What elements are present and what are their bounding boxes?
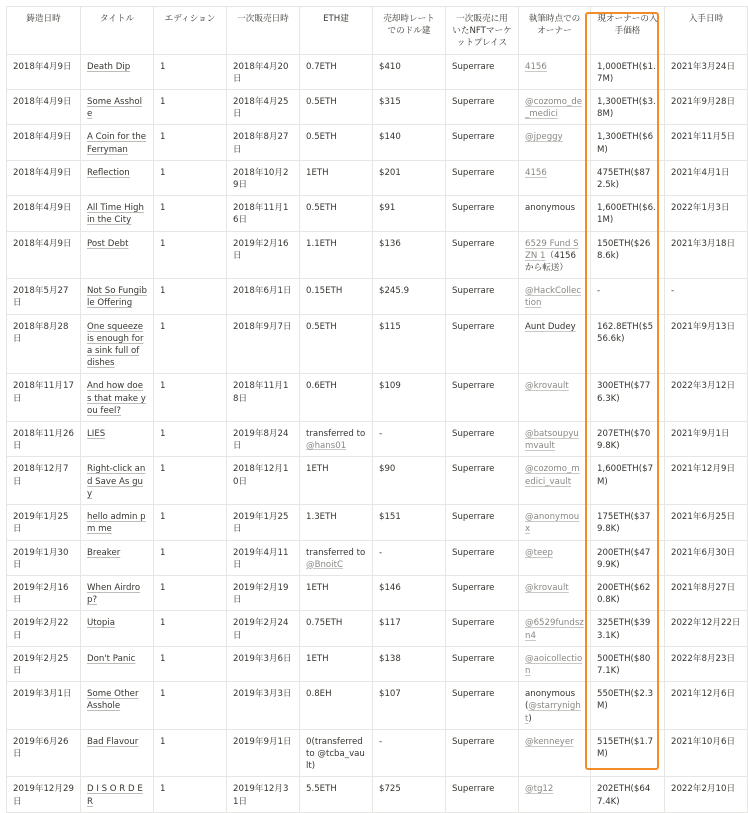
owner-link[interactable]: @anonymoux: [525, 512, 580, 535]
cell-title: [81, 314, 154, 374]
title-link[interactable]: Some Other Asshole: [87, 689, 139, 712]
cell-usd-price: $725: [373, 777, 446, 812]
owner-link[interactable]: @starrynight: [525, 701, 581, 724]
owner-prefix: anonymous(: [525, 689, 576, 712]
eth-value: 0.5ETH: [306, 203, 337, 214]
cell-marketplace: Superrare: [446, 540, 519, 575]
cell-marketplace: Superrare: [446, 611, 519, 646]
table-row: [7, 575, 748, 610]
cell-acquisition-date: 2022年8月23日: [665, 646, 748, 681]
cell-edition: 1: [154, 540, 227, 575]
cell-eth-price: [300, 160, 373, 195]
eth-value: 1ETH: [306, 464, 329, 475]
cell-minted-date: 2019年1月30日: [7, 540, 81, 575]
eth-transfer-text: transferred to: [306, 429, 366, 440]
eth-value: 0.15ETH: [306, 286, 343, 297]
cell-primary-sale-date: 2019年2月19日: [227, 575, 300, 610]
cell-owner-acquisition-price: 1,600ETH($6.1M): [591, 196, 665, 231]
cell-owner-acquisition-price: 550ETH($2.3M): [591, 682, 665, 730]
cell-current-owner: [519, 374, 591, 422]
cell-title: [81, 374, 154, 422]
cell-current-owner: [519, 160, 591, 195]
cell-acquisition-date: 2022年2月10日: [665, 777, 748, 812]
eth-value: 0.5ETH: [306, 132, 337, 143]
eth-value: 5.5ETH: [306, 784, 337, 795]
table-row: [7, 54, 748, 89]
cell-minted-date: 2019年6月26日: [7, 729, 81, 777]
title-link[interactable]: And how does that make you feel?: [87, 381, 146, 416]
cell-owner-acquisition-price: 500ETH($807.1K): [591, 646, 665, 681]
eth-transfer-text: transferred to: [306, 547, 366, 558]
owner-suffix: （4156から転送）: [525, 250, 576, 274]
cell-marketplace: Superrare: [446, 457, 519, 505]
cell-current-owner: [519, 575, 591, 610]
cell-edition: 1: [154, 231, 227, 279]
table-row: [7, 314, 748, 374]
eth-value: 0.8EH: [306, 689, 332, 700]
cell-acquisition-date: 2021年8月27日: [665, 575, 748, 610]
cell-primary-sale-date: 2019年4月11日: [227, 540, 300, 575]
title-link[interactable]: hello admin pm me: [87, 512, 146, 535]
cell-current-owner: [519, 54, 591, 89]
owner-link[interactable]: @jpeggy: [525, 132, 563, 143]
owner-link[interactable]: @krovault: [525, 582, 569, 593]
table-row: [7, 160, 748, 195]
cell-edition: 1: [154, 575, 227, 610]
title-link[interactable]: LIES: [87, 429, 106, 440]
header-acquisition-date: 入手日時: [665, 7, 748, 55]
cell-marketplace: Superrare: [446, 422, 519, 457]
cell-acquisition-date: 2021年6月30日: [665, 540, 748, 575]
cell-owner-acquisition-price: 515ETH($1.7M): [591, 729, 665, 777]
cell-owner-acquisition-price: 207ETH($709.8K): [591, 422, 665, 457]
cell-primary-sale-date: 2018年9月7日: [227, 314, 300, 374]
owner-suffix: ): [528, 713, 532, 724]
cell-owner-acquisition-price: 1,300ETH($3.8M): [591, 90, 665, 125]
owner-link[interactable]: Aunt Dudey: [525, 321, 576, 332]
cell-minted-date: 2018年4月9日: [7, 196, 81, 231]
cell-usd-price: $201: [373, 160, 446, 195]
title-link[interactable]: Death Dip: [87, 61, 131, 72]
cell-primary-sale-date: 2019年2月16日: [227, 231, 300, 279]
cell-eth-price: [300, 54, 373, 89]
eth-value: 0.5ETH: [306, 321, 337, 332]
cell-usd-price: $136: [373, 231, 446, 279]
cell-minted-date: 2018年4月9日: [7, 90, 81, 125]
cell-primary-sale-date: 2019年3月3日: [227, 682, 300, 730]
owner-link[interactable]: 6529 Fund SZN 1: [525, 238, 579, 261]
cell-current-owner: [519, 682, 591, 730]
cell-title: [81, 646, 154, 681]
cell-eth-price: [300, 422, 373, 457]
title-link[interactable]: Right-click and Save As guy: [87, 464, 146, 499]
cell-usd-price: $115: [373, 314, 446, 374]
transfer-recipient-link[interactable]: @BnoitC: [306, 559, 343, 570]
owner-link[interactable]: @aoicollection: [525, 653, 583, 676]
cell-title: [81, 540, 154, 575]
cell-edition: 1: [154, 422, 227, 457]
cell-eth-price: [300, 505, 373, 540]
cell-owner-acquisition-price: 475ETH($872.5k): [591, 160, 665, 195]
header-current-owner: 執筆時点でのオーナー: [519, 7, 591, 55]
cell-title: [81, 457, 154, 505]
title-link[interactable]: All Time High in the City: [87, 203, 144, 226]
owner-link[interactable]: @cozomo_medici_vault: [525, 464, 580, 487]
cell-usd-price: $245.9: [373, 279, 446, 314]
cell-acquisition-date: 2021年4月1日: [665, 160, 748, 195]
cell-primary-sale-date: 2019年8月24日: [227, 422, 300, 457]
cell-current-owner: [519, 729, 591, 777]
header-eth-price: ETH建: [300, 7, 373, 55]
table-row: [7, 611, 748, 646]
cell-edition: 1: [154, 505, 227, 540]
owner-link[interactable]: @teep: [525, 547, 553, 558]
cell-owner-acquisition-price: -: [591, 279, 665, 314]
cell-eth-price: [300, 125, 373, 160]
cell-owner-acquisition-price: 162.8ETH($556.6k): [591, 314, 665, 374]
cell-minted-date: 2018年4月9日: [7, 160, 81, 195]
nft-sales-table-view: [0, 6, 741, 807]
cell-marketplace: Superrare: [446, 125, 519, 160]
cell-usd-price: $315: [373, 90, 446, 125]
cell-marketplace: Superrare: [446, 196, 519, 231]
cell-minted-date: 2018年11月26日: [7, 422, 81, 457]
cell-edition: 1: [154, 90, 227, 125]
cell-minted-date: 2018年4月9日: [7, 231, 81, 279]
cell-marketplace: Superrare: [446, 314, 519, 374]
table-row: [7, 457, 748, 505]
cell-eth-price: [300, 457, 373, 505]
eth-value: 1ETH: [306, 653, 329, 664]
table-row: [7, 231, 748, 279]
eth-value: 0.6ETH: [306, 381, 337, 392]
cell-title: [81, 160, 154, 195]
cell-primary-sale-date: 2018年10月29日: [227, 160, 300, 195]
eth-value: 1.1ETH: [306, 238, 337, 249]
cell-primary-sale-date: 2019年3月6日: [227, 646, 300, 681]
cell-acquisition-date: 2022年1月3日: [665, 196, 748, 231]
cell-title: [81, 54, 154, 89]
cell-usd-price: $107: [373, 682, 446, 730]
title-link[interactable]: Reflection: [87, 167, 130, 178]
cell-minted-date: 2018年4月9日: [7, 54, 81, 89]
cell-current-owner: [519, 457, 591, 505]
cell-marketplace: Superrare: [446, 90, 519, 125]
cell-edition: 1: [154, 611, 227, 646]
cell-eth-price: [300, 611, 373, 646]
table-row: [7, 682, 748, 730]
cell-owner-acquisition-price: 202ETH($647.4K): [591, 777, 665, 812]
cell-acquisition-date: 2021年10月6日: [665, 729, 748, 777]
cell-acquisition-date: 2021年11月5日: [665, 125, 748, 160]
owner-link[interactable]: @6529fundszn4: [525, 618, 584, 641]
cell-title: [81, 279, 154, 314]
owner-link[interactable]: 4156: [525, 61, 547, 72]
cell-title: [81, 729, 154, 777]
cell-edition: 1: [154, 374, 227, 422]
cell-current-owner: [519, 422, 591, 457]
cell-primary-sale-date: 2019年2月24日: [227, 611, 300, 646]
cell-eth-price: [300, 540, 373, 575]
owner-link[interactable]: @krovault: [525, 381, 569, 392]
cell-owner-acquisition-price: 1,600ETH($7M): [591, 457, 665, 505]
cell-acquisition-date: 2022年3月12日: [665, 374, 748, 422]
cell-minted-date: 2018年12月7日: [7, 457, 81, 505]
eth-value: 1ETH: [306, 582, 329, 593]
cell-minted-date: 2019年2月22日: [7, 611, 81, 646]
cell-usd-price: $140: [373, 125, 446, 160]
cell-eth-price: [300, 196, 373, 231]
cell-marketplace: Superrare: [446, 231, 519, 279]
cell-acquisition-date: 2021年12月6日: [665, 682, 748, 730]
cell-edition: 1: [154, 279, 227, 314]
cell-primary-sale-date: 2018年12月10日: [227, 457, 300, 505]
table-row: [7, 646, 748, 681]
cell-minted-date: 2018年4月9日: [7, 125, 81, 160]
title-link[interactable]: Post Debt: [87, 238, 129, 249]
eth-value: 0(transferred to @tcba_vault): [306, 736, 365, 772]
title-link[interactable]: Some Asshole: [87, 97, 143, 120]
header-marketplace: 一次販売に用いたNFTマーケットプレイス: [446, 7, 519, 55]
cell-edition: 1: [154, 729, 227, 777]
cell-current-owner: [519, 505, 591, 540]
header-edition: エディション: [154, 7, 227, 55]
cell-minted-date: 2019年12月29日: [7, 777, 81, 812]
table-row: [7, 729, 748, 777]
table-row: [7, 374, 748, 422]
cell-usd-price: $91: [373, 196, 446, 231]
cell-usd-price: $410: [373, 54, 446, 89]
cell-acquisition-date: 2021年9月28日: [665, 90, 748, 125]
title-link[interactable]: Bad Flavour: [87, 736, 139, 747]
cell-eth-price: [300, 646, 373, 681]
cell-title: [81, 196, 154, 231]
cell-acquisition-date: 2021年6月25日: [665, 505, 748, 540]
table-row: [7, 777, 748, 812]
cell-marketplace: Superrare: [446, 54, 519, 89]
cell-marketplace: Superrare: [446, 729, 519, 777]
cell-current-owner: [519, 777, 591, 812]
cell-title: [81, 505, 154, 540]
cell-primary-sale-date: 2018年11月18日: [227, 374, 300, 422]
cell-usd-price: $138: [373, 646, 446, 681]
table-row: [7, 540, 748, 575]
cell-acquisition-date: 2021年9月1日: [665, 422, 748, 457]
cell-owner-acquisition-price: 200ETH($479.9K): [591, 540, 665, 575]
table-row: [7, 505, 748, 540]
title-link[interactable]: A Coin for the Ferryman: [87, 132, 147, 155]
eth-value: 1ETH: [306, 167, 329, 178]
owner-link[interactable]: @HackCollection: [525, 286, 582, 309]
cell-owner-acquisition-price: 1,000ETH($1.7M): [591, 54, 665, 89]
cell-usd-price: $146: [373, 575, 446, 610]
cell-acquisition-date: -: [665, 279, 748, 314]
cell-minted-date: 2019年2月25日: [7, 646, 81, 681]
table-header-row: [7, 7, 748, 55]
table-row: [7, 196, 748, 231]
cell-usd-price: -: [373, 540, 446, 575]
eth-value: 1.3ETH: [306, 512, 337, 523]
cell-usd-price: $109: [373, 374, 446, 422]
cell-current-owner: [519, 646, 591, 681]
cell-marketplace: Superrare: [446, 505, 519, 540]
cell-edition: 1: [154, 777, 227, 812]
cell-minted-date: 2018年8月28日: [7, 314, 81, 374]
title-link[interactable]: Breaker: [87, 547, 121, 558]
cell-eth-price: [300, 729, 373, 777]
header-usd-price: 売却時レートでのドル建: [373, 7, 446, 55]
cell-eth-price: [300, 90, 373, 125]
cell-owner-acquisition-price: 200ETH($620.8K): [591, 575, 665, 610]
cell-eth-price: [300, 231, 373, 279]
cell-title: [81, 90, 154, 125]
cell-acquisition-date: 2021年3月24日: [665, 54, 748, 89]
cell-current-owner: [519, 125, 591, 160]
cell-title: [81, 682, 154, 730]
cell-owner-acquisition-price: 150ETH($268.6k): [591, 231, 665, 279]
cell-primary-sale-date: 2019年12月31日: [227, 777, 300, 812]
cell-marketplace: Superrare: [446, 374, 519, 422]
header-owner-acquisition-price: 現オーナーの入手価格: [591, 7, 665, 55]
cell-minted-date: 2019年1月25日: [7, 505, 81, 540]
title-link[interactable]: When Airdrop?: [87, 582, 141, 606]
cell-title: [81, 125, 154, 160]
cell-edition: 1: [154, 314, 227, 374]
cell-title: [81, 575, 154, 610]
cell-acquisition-date: 2021年9月13日: [665, 314, 748, 374]
owner-link[interactable]: @kenneyer: [525, 736, 574, 747]
table-row: [7, 279, 748, 314]
cell-minted-date: 2018年5月27日: [7, 279, 81, 314]
cell-edition: 1: [154, 125, 227, 160]
cell-primary-sale-date: 2018年4月20日: [227, 54, 300, 89]
cell-acquisition-date: 2021年3月18日: [665, 231, 748, 279]
cell-marketplace: Superrare: [446, 646, 519, 681]
cell-owner-acquisition-price: 175ETH($379.8K): [591, 505, 665, 540]
cell-edition: 1: [154, 196, 227, 231]
title-link[interactable]: One squeeze is enough for a sink full of dishes: [87, 321, 144, 369]
cell-edition: 1: [154, 682, 227, 730]
table-row: [7, 422, 748, 457]
cell-primary-sale-date: 2019年9月1日: [227, 729, 300, 777]
cell-eth-price: [300, 575, 373, 610]
cell-marketplace: Superrare: [446, 279, 519, 314]
cell-minted-date: 2018年11月17日: [7, 374, 81, 422]
title-link[interactable]: Utopia: [87, 618, 116, 629]
eth-value: 0.7ETH: [306, 61, 337, 72]
cell-marketplace: Superrare: [446, 575, 519, 610]
table-row: [7, 125, 748, 160]
nft-sales-table: [6, 6, 748, 813]
cell-primary-sale-date: 2018年4月25日: [227, 90, 300, 125]
title-link[interactable]: Not So Fungible Offering: [87, 286, 147, 309]
cell-primary-sale-date: 2018年6月1日: [227, 279, 300, 314]
cell-owner-acquisition-price: 300ETH($776.3K): [591, 374, 665, 422]
cell-title: [81, 422, 154, 457]
cell-current-owner: [519, 231, 591, 279]
owner-link[interactable]: @cozomo_de_medici: [525, 97, 583, 120]
header-title: タイトル: [81, 7, 154, 55]
cell-current-owner: [519, 279, 591, 314]
eth-value: 0.5ETH: [306, 97, 337, 108]
cell-edition: 1: [154, 54, 227, 89]
owner-name: anonymous: [525, 203, 576, 214]
cell-eth-price: [300, 682, 373, 730]
title-link[interactable]: D I S O R D E R: [87, 784, 143, 807]
cell-usd-price: $117: [373, 611, 446, 646]
cell-edition: 1: [154, 646, 227, 681]
eth-value: 0.75ETH: [306, 618, 343, 629]
cell-primary-sale-date: 2019年1月25日: [227, 505, 300, 540]
cell-title: [81, 777, 154, 812]
title-link[interactable]: Don't Panic: [87, 653, 136, 664]
cell-marketplace: Superrare: [446, 160, 519, 195]
cell-title: [81, 611, 154, 646]
cell-acquisition-date: 2021年12月9日: [665, 457, 748, 505]
cell-owner-acquisition-price: 1,300ETH($6M): [591, 125, 665, 160]
cell-eth-price: [300, 374, 373, 422]
owner-link[interactable]: @batsoupyumvault: [525, 429, 579, 452]
owner-link[interactable]: @tg12: [525, 784, 554, 795]
cell-primary-sale-date: 2018年8月27日: [227, 125, 300, 160]
transfer-recipient-link[interactable]: @hans01: [306, 441, 347, 452]
header-minted-date: 鋳造日時: [7, 7, 81, 55]
cell-eth-price: [300, 279, 373, 314]
cell-usd-price: -: [373, 422, 446, 457]
cell-minted-date: 2019年3月1日: [7, 682, 81, 730]
cell-marketplace: Superrare: [446, 777, 519, 812]
header-primary-sale-date: 一次販売日時: [227, 7, 300, 55]
cell-eth-price: [300, 777, 373, 812]
cell-minted-date: 2019年2月16日: [7, 575, 81, 610]
cell-current-owner: [519, 314, 591, 374]
cell-edition: 1: [154, 457, 227, 505]
table-row: [7, 90, 748, 125]
cell-edition: 1: [154, 160, 227, 195]
cell-current-owner: [519, 196, 591, 231]
owner-link[interactable]: 4156: [525, 167, 547, 178]
cell-current-owner: [519, 611, 591, 646]
cell-eth-price: [300, 314, 373, 374]
cell-usd-price: $90: [373, 457, 446, 505]
cell-current-owner: [519, 90, 591, 125]
cell-acquisition-date: 2022年12月22日: [665, 611, 748, 646]
cell-primary-sale-date: 2018年11月16日: [227, 196, 300, 231]
cell-owner-acquisition-price: 325ETH($393.1K): [591, 611, 665, 646]
cell-usd-price: $151: [373, 505, 446, 540]
cell-marketplace: Superrare: [446, 682, 519, 730]
cell-current-owner: [519, 540, 591, 575]
cell-title: [81, 231, 154, 279]
cell-usd-price: -: [373, 729, 446, 777]
